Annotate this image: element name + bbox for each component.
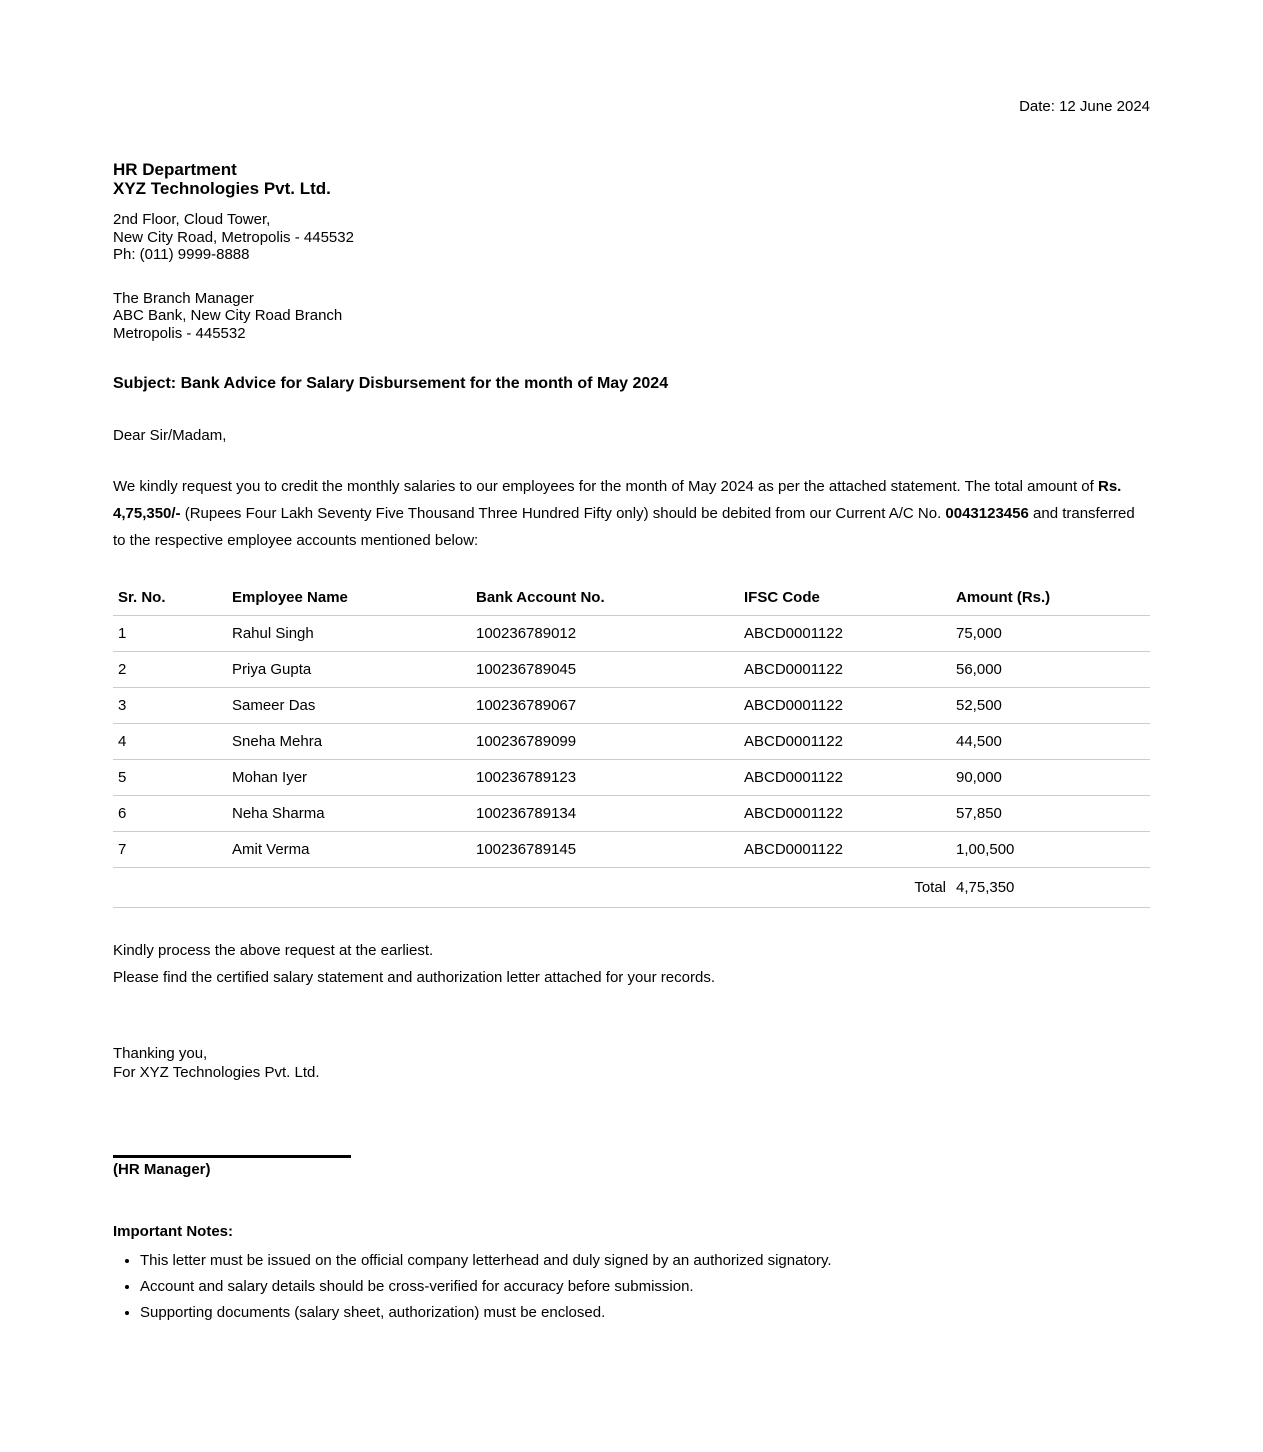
cell-sr-no: 3 [113, 688, 227, 724]
note-item: • This letter must be issued on the official company letterhead and duly signed by an authorized signatory. [140, 1252, 1150, 1270]
cell-sr-no: 4 [113, 724, 227, 760]
cell-bank-account-no: 100236789134 [471, 796, 739, 832]
table-header-row [113, 580, 1150, 616]
signature-line [113, 1155, 351, 1158]
cell-bank-account-no: 100236789067 [471, 688, 739, 724]
cell-ifsc-code: ABCD0001122 [739, 760, 951, 796]
closing-line-1: Kindly process the above request at the earliest. [113, 942, 434, 959]
sender-block [113, 160, 1150, 264]
sender-department: HR Department [113, 160, 237, 179]
thanks-block [113, 1044, 1150, 1082]
table-row [113, 832, 1150, 868]
cell-bank-account-no: 100236789145 [471, 832, 739, 868]
table-row [113, 688, 1150, 724]
cell-ifsc-code: ABCD0001122 [739, 796, 951, 832]
table-row [113, 652, 1150, 688]
cell-sr-no: 5 [113, 760, 227, 796]
cell-sr-no: 6 [113, 796, 227, 832]
cell-sr-no: 7 [113, 832, 227, 868]
body-paragraph [113, 473, 1150, 554]
recipient-line-1: The Branch Manager [113, 289, 254, 307]
cell-employee-name: Mohan Iyer [227, 760, 471, 796]
table-row [113, 796, 1150, 832]
account-number-bold: 0043123456 [945, 505, 1029, 522]
letter-date: Date: 12 June 2024 [1019, 98, 1150, 115]
recipient-line-2: ABC Bank, New City Road Branch [113, 307, 343, 324]
cell-employee-name: Neha Sharma [227, 796, 471, 832]
cell-amount: 57,850 [951, 796, 1150, 832]
notes-title: Important Notes: [113, 1223, 233, 1240]
cell-amount: 1,00,500 [951, 832, 1150, 868]
cell-amount: 90,000 [951, 760, 1150, 796]
cell-ifsc-code: ABCD0001122 [739, 832, 951, 868]
signatory-title: (HR Manager) [113, 1161, 211, 1178]
thanks-line-1: Thanking you, [113, 1045, 208, 1062]
cell-employee-name: Sneha Mehra [227, 724, 471, 760]
notes-list [113, 1252, 1150, 1322]
thanks-line-2: For XYZ Technologies Pvt. Ltd. [113, 1064, 320, 1081]
sender-company: XYZ Technologies Pvt. Ltd. [113, 179, 331, 198]
salary-table [113, 580, 1150, 908]
cell-amount: 75,000 [951, 616, 1150, 652]
header-ifsc-code: IFSC Code [739, 580, 951, 616]
cell-ifsc-code: ABCD0001122 [739, 616, 951, 652]
table-row [113, 616, 1150, 652]
subject-line: Subject: Bank Advice for Salary Disbursement for the month of May 2024 [113, 375, 669, 392]
total-value: 4,75,350 [951, 868, 1150, 908]
table-row [113, 724, 1150, 760]
header-sr-no: Sr. No. [113, 580, 227, 616]
cell-bank-account-no: 100236789099 [471, 724, 739, 760]
header-bank-account-no: Bank Account No. [471, 580, 739, 616]
sender-address-line-2: New City Road, Metropolis - 445532 [113, 228, 354, 246]
sender-phone: Ph: (011) 9999-8888 [113, 246, 250, 263]
cell-amount: 52,500 [951, 688, 1150, 724]
cell-ifsc-code: ABCD0001122 [739, 688, 951, 724]
table-row [113, 760, 1150, 796]
cell-sr-no: 2 [113, 652, 227, 688]
cell-ifsc-code: ABCD0001122 [739, 724, 951, 760]
cell-amount: 44,500 [951, 724, 1150, 760]
cell-employee-name: Amit Verma [227, 832, 471, 868]
note-item: • Account and salary details should be cross-verified for accuracy before submission. [140, 1278, 1150, 1296]
body-text-1: We kindly request you to credit the monthly salaries to our employees for the month of May 2024 as per the attached statement. The total amount of [113, 478, 1098, 495]
table-total-row [113, 868, 1150, 908]
cell-bank-account-no: 100236789012 [471, 616, 739, 652]
cell-amount: 56,000 [951, 652, 1150, 688]
salutation: Dear Sir/Madam, [113, 427, 227, 444]
recipient-line-3: Metropolis - 445532 [113, 324, 246, 342]
closing-line-2: Please find the certified salary statement and authorization letter attached for your records. [113, 969, 715, 986]
cell-ifsc-code: ABCD0001122 [739, 652, 951, 688]
sender-address-line-1: 2nd Floor, Cloud Tower, [113, 211, 271, 228]
cell-bank-account-no: 100236789123 [471, 760, 739, 796]
cell-bank-account-no: 100236789045 [471, 652, 739, 688]
note-item: • Supporting documents (salary sheet, authorization) must be enclosed. [140, 1304, 1150, 1322]
cell-sr-no: 1 [113, 616, 227, 652]
total-amount-bold: Rs. 4,75,350/- [113, 478, 1122, 522]
body-text-2: (Rupees Four Lakh Seventy Five Thousand Three Hundred Fifty only) should be debited from our Current A/C No. [180, 505, 946, 522]
cell-employee-name: Priya Gupta [227, 652, 471, 688]
sender-address [113, 211, 1150, 264]
header-amount: Amount (Rs.) [951, 580, 1150, 616]
recipient-block [113, 290, 1150, 343]
cell-employee-name: Rahul Singh [227, 616, 471, 652]
body-text-3: and transferred to the respective employee accounts mentioned below: [113, 505, 1135, 549]
total-label: Total [739, 868, 951, 908]
header-employee-name: Employee Name [227, 580, 471, 616]
cell-employee-name: Sameer Das [227, 688, 471, 724]
